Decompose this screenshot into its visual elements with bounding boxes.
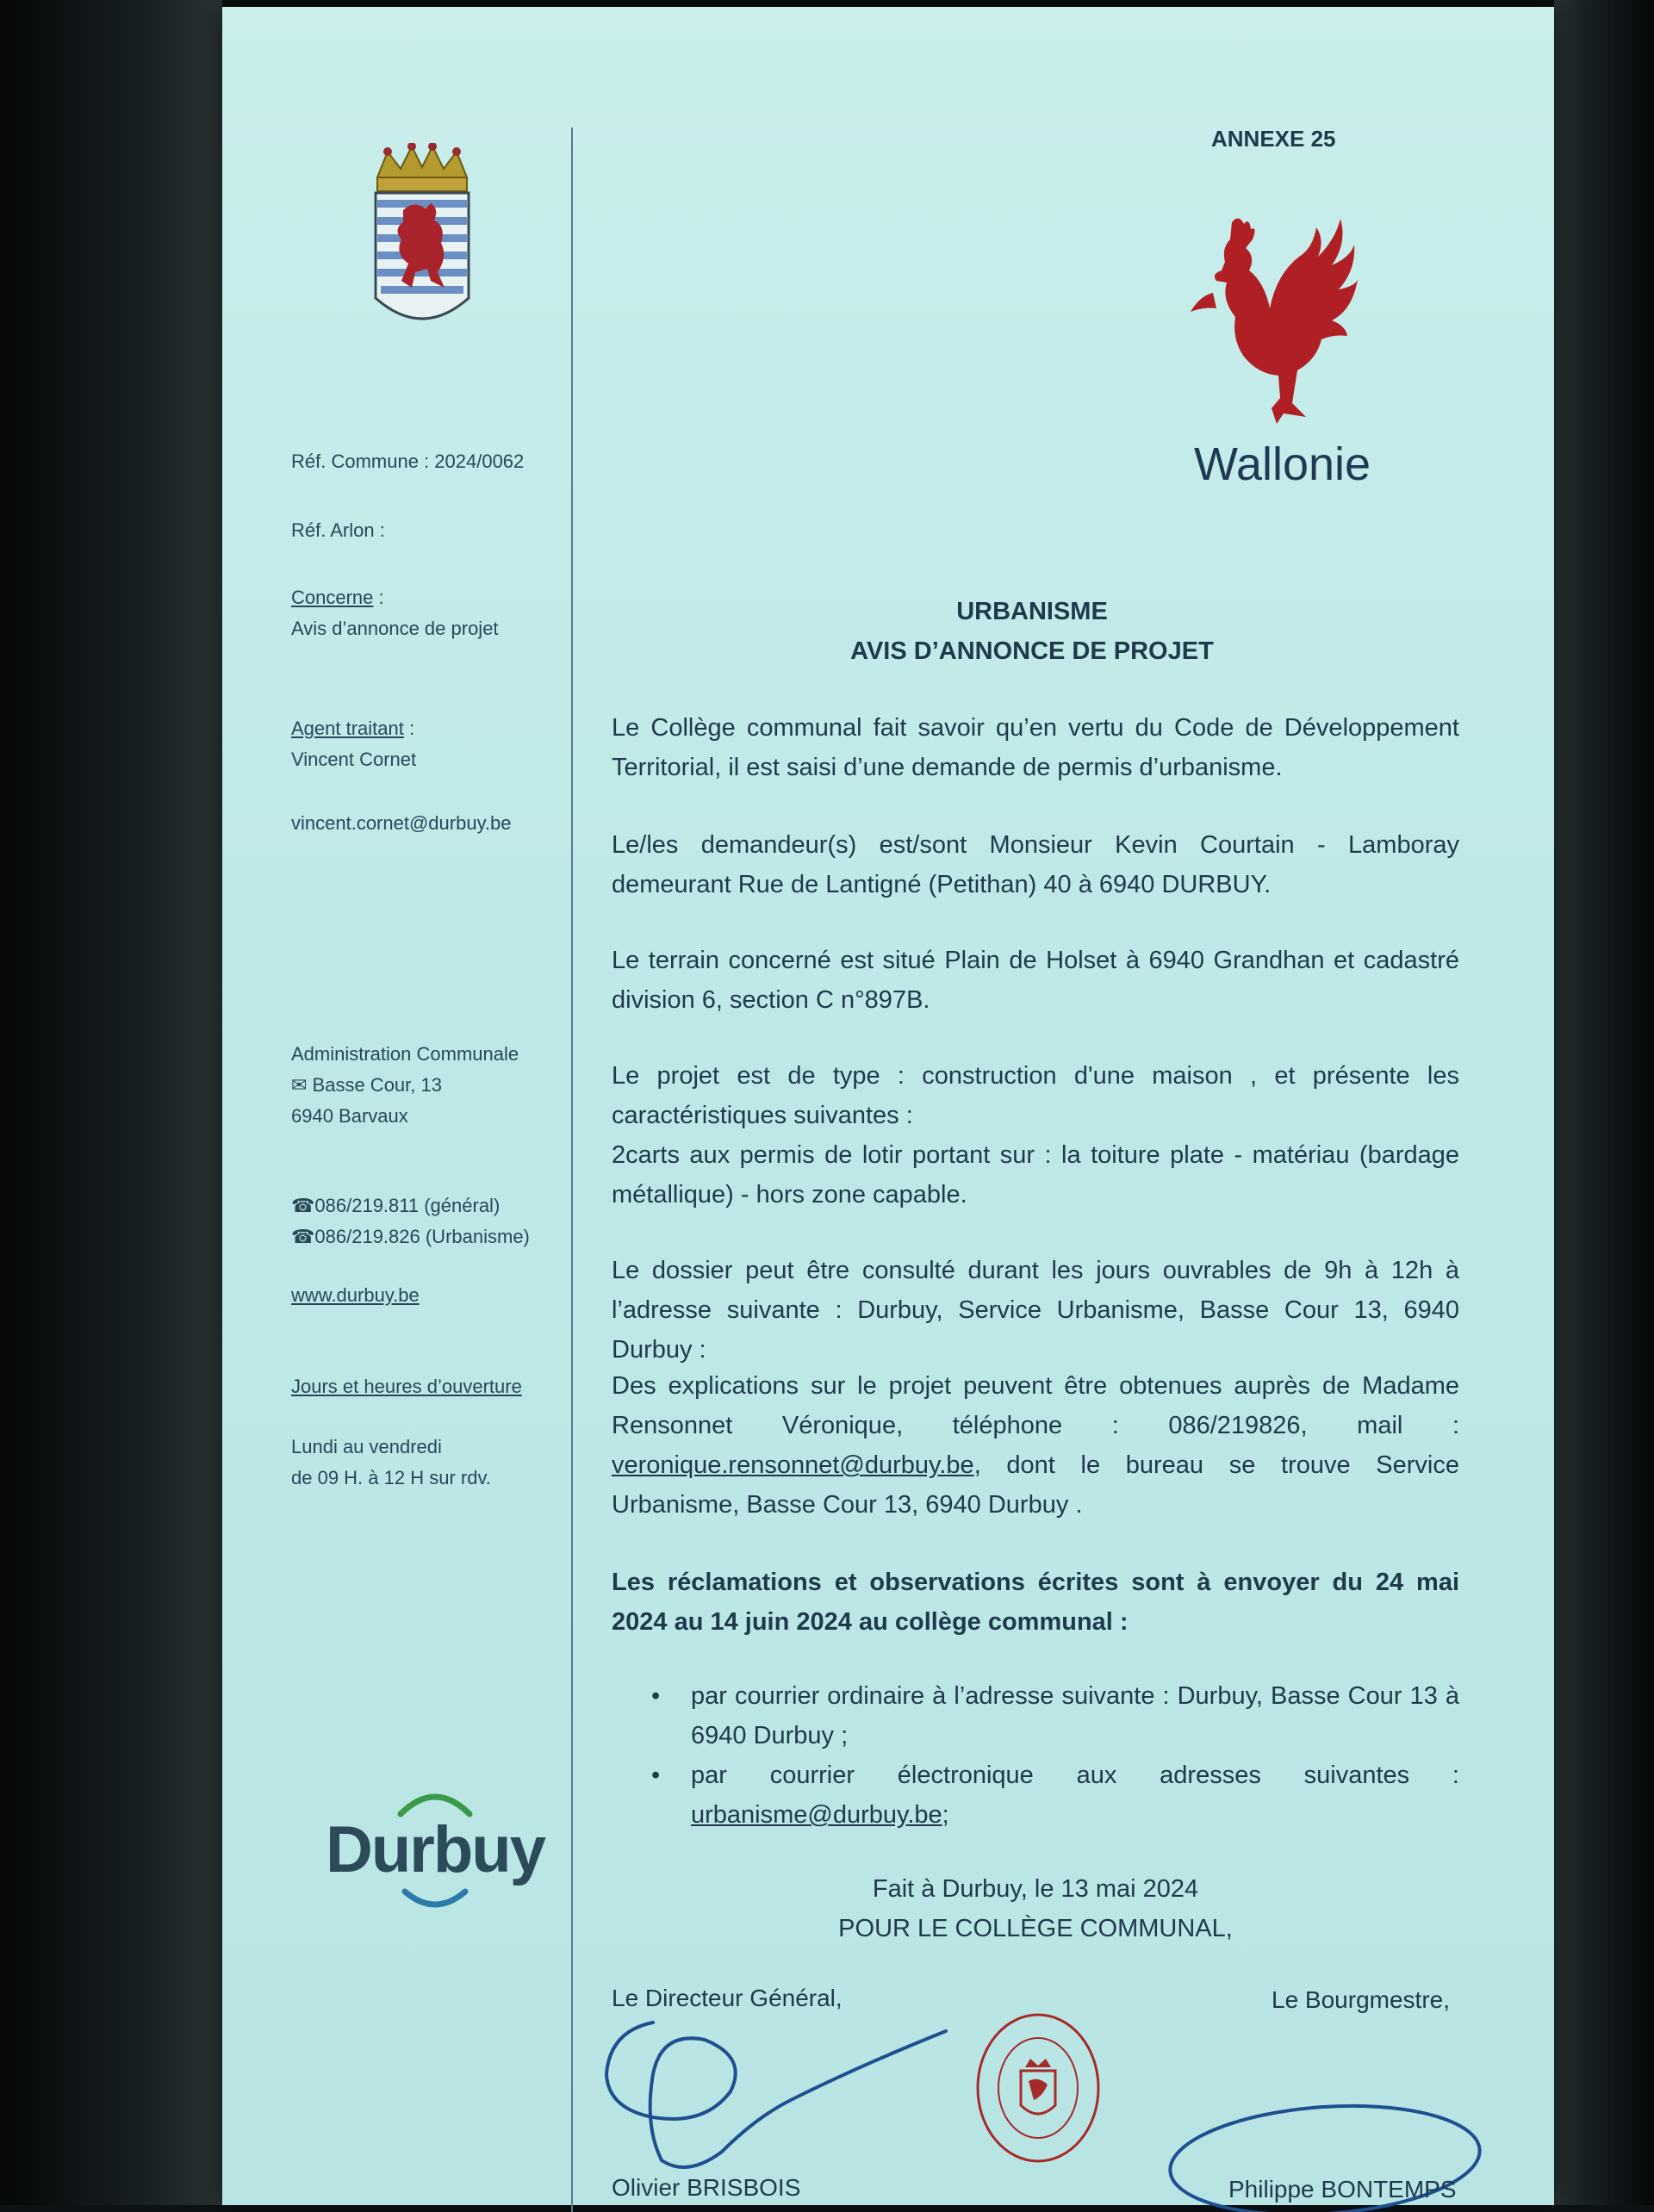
electronique-text: par courrier électronique aux adresses suivantes :	[691, 1762, 1459, 1789]
durbuy-logo-text: Durbuy	[326, 1813, 544, 1886]
paragraph-terrain: Le terrain concerné est situé Plain de Holset à 6940 Grandhan et cadastré division 6, section C n°897B.	[612, 947, 1459, 1014]
paragraph-code: Le Collège communal fait savoir qu’en vertu du Code de Développement Territorial, il est saisi d’une demande de permis d’urbanisme.	[612, 714, 1459, 781]
paragraph-reclamations: Les réclamations et observations écrites sont à envoyer du 24 mai 2024 au 14 juin 2024 au collège communal :	[612, 1569, 1459, 1636]
explications-text-end: , dont le bureau se trouve Service Urbanisme, Basse Cour 13, 6940 Durbuy .	[612, 1451, 1459, 1519]
hours-label: Jours et heures d’ouverture	[291, 1376, 522, 1397]
list-item-courrier: • par courrier ordinaire à l’adresse suivante : Durbuy, Basse Cour 13 à 6940 Durbuy ;	[612, 1676, 1459, 1755]
ref-arlon: Réf. Arlon :	[291, 519, 385, 541]
photo-border-left	[0, 0, 222, 2205]
paragraph-explications	[612, 1366, 1459, 1525]
agent-label: Agent traitant	[291, 718, 404, 739]
admin-street: ✉ Basse Cour, 13	[291, 1074, 442, 1096]
agent-email[interactable]: vincent.cornet@durbuy.be	[291, 812, 512, 834]
photo-border-right	[1554, 0, 1654, 2205]
explications-text: Des explications sur le projet peuvent être obtenues auprès de Madame Rensonnet Véronique, téléphone : 086/219826, mail :	[612, 1372, 1459, 1439]
projet-caracteristiques: 2carts aux permis de lotir portant sur : la toiture plate - matériau (bardage métallique) - hors zone capable.	[612, 1141, 1459, 1209]
title-avis: AVIS D’ANNONCE DE PROJET	[850, 637, 1214, 665]
document-sheet	[222, 7, 1554, 2205]
list-item-electronique	[612, 1755, 1459, 1835]
paragraph-consultation: Le dossier peut être consulté durant les jours ouvrables de 9h à 12h à l’adresse suivante : Durbuy, Service Urbanisme, Basse Cour 13, 6940 Durbuy :	[612, 1257, 1459, 1364]
phone-urbanisme: ☎086/219.826 (Urbanisme)	[291, 1226, 530, 1247]
phone-general: ☎086/219.811 (général)	[291, 1195, 501, 1216]
admin-title: Administration Communale	[291, 1043, 519, 1065]
photo-border-top	[0, 0, 1654, 7]
bullet-list	[612, 1676, 1459, 1835]
phone-block	[291, 1190, 530, 1252]
contact-email-link[interactable]: veronique.rensonnet@durbuy.be	[612, 1451, 974, 1479]
agent-name: Vincent Cornet	[291, 749, 417, 770]
durbuy-logo	[319, 1780, 551, 1917]
concerne-label: Concerne	[291, 587, 374, 608]
bourgmestre-label: Le Bourgmestre,	[1272, 1986, 1450, 2013]
directeur-name: Olivier BRISBOIS	[612, 2174, 801, 2201]
municipal-seal-icon	[973, 2010, 1103, 2165]
urbanisme-email-link[interactable]: urbanisme@durbuy.be	[691, 1801, 942, 1829]
agent-block: Agent traitant : Vincent Cornet	[291, 718, 417, 770]
directeur-label: Le Directeur Général,	[612, 1985, 843, 2011]
paragraph-demandeur: Le/les demandeur(s) est/sont Monsieur Kevin Courtain - Lamboray demeurant Rue de Lantigné (Petithan) 40 à 6940 DURBUY.	[612, 831, 1459, 898]
admin-city: 6940 Barvaux	[291, 1105, 408, 1127]
column-divider	[571, 127, 573, 2212]
directeur-signature-icon	[601, 2005, 963, 2178]
hours-time: de 09 H. à 12 H sur rdv.	[291, 1467, 491, 1488]
annexe-label: ANNEXE 25	[1211, 126, 1336, 152]
hours-days: Lundi au vendredi	[291, 1436, 442, 1457]
paragraph-projet	[612, 1056, 1459, 1215]
wallonie-wordmark: Wallonie	[1194, 438, 1371, 490]
bourgmestre-name: Philippe BONTEMPS	[1228, 2176, 1457, 2203]
admin-address	[291, 1039, 519, 1132]
date-line: Fait à Durbuy, le 13 mai 2024	[872, 1875, 1199, 1903]
projet-type: Le projet est de type : construction d'une maison , et présente les caractéristiques suivantes :	[612, 1062, 1459, 1129]
concerne-block: Concerne : Avis d’annonce de projet	[291, 587, 499, 639]
wallonia-rooster-icon	[1187, 214, 1359, 429]
ref-commune: Réf. Commune : 2024/0062	[291, 450, 525, 472]
college-line: POUR LE COLLÈGE COMMUNAL,	[838, 1915, 1233, 1942]
hours-block	[291, 1432, 491, 1494]
concerne-value: Avis d’annonce de projet	[291, 618, 499, 639]
website-link[interactable]: www.durbuy.be	[291, 1284, 420, 1306]
title-urbanisme: URBANISME	[956, 598, 1108, 625]
durbuy-coat-of-arms-icon	[362, 143, 482, 341]
electronique-end: ;	[942, 1801, 949, 1829]
